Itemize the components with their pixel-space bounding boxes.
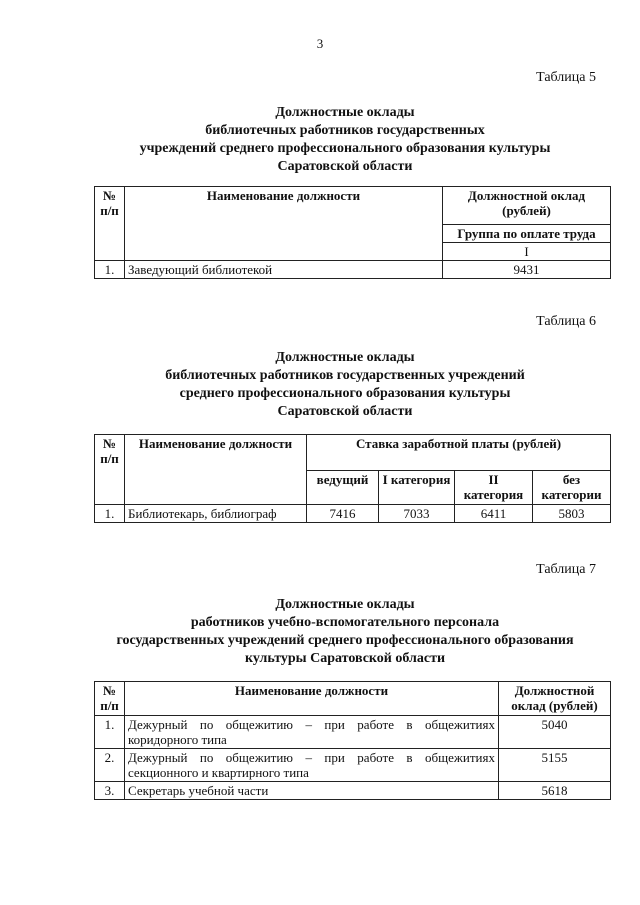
table-7-title-line: государственных учреждений среднего профессионального образования	[116, 633, 574, 648]
column-header-no-category: без категории	[533, 471, 611, 505]
table-5	[94, 186, 611, 279]
row-position: Дежурный по общежитию – при работе в общежитиях коридорного типа	[125, 716, 499, 749]
row-position: Библиотекарь, библиограф	[125, 505, 307, 523]
table-6-title-line: Должностные оклады	[275, 350, 415, 365]
table-row	[95, 716, 611, 749]
table-6-title	[80, 349, 610, 421]
table-row	[95, 749, 611, 782]
column-header-leading: ведущий	[307, 471, 379, 505]
table-5-label: Таблица 5	[536, 70, 596, 85]
table-7-title	[80, 596, 610, 668]
column-header-category-1: I категория	[379, 471, 455, 505]
table-7-title-line: работников учебно-вспомогательного персонала	[190, 615, 500, 630]
row-rate-category-1: 7033	[379, 505, 455, 523]
page-number: 3	[316, 36, 324, 51]
row-salary: 5155	[499, 749, 611, 782]
row-position: Заведующий библиотекой	[125, 261, 443, 279]
row-position: Дежурный по общежитию – при работе в общежитиях секционного и квартирного типа	[125, 749, 499, 782]
row-number: 1.	[95, 716, 125, 749]
table-row	[95, 782, 611, 800]
row-number: 3.	[95, 782, 125, 800]
table-7-title-line: Должностные оклады	[275, 597, 415, 612]
table-5-title-line: библиотечных работников государственных	[205, 123, 485, 138]
table-6	[94, 434, 611, 523]
table-row	[95, 261, 611, 279]
table-5-title-line: учреждений среднего профессионального образования культуры	[139, 141, 551, 156]
column-header-number: № п/п	[95, 682, 125, 716]
row-number: 1.	[95, 261, 125, 279]
row-rate-no-category: 5803	[533, 505, 611, 523]
row-rate-category-2: 6411	[455, 505, 533, 523]
row-salary: 5618	[499, 782, 611, 800]
table-7	[94, 681, 611, 800]
column-header-salary: Должностной оклад (рублей)	[443, 187, 611, 225]
column-header-position: Наименование должности	[125, 435, 307, 505]
column-header-pay-group: Группа по оплате труда	[443, 225, 611, 243]
table-7-title-line: культуры Саратовской области	[244, 651, 446, 666]
row-number: 1.	[95, 505, 125, 523]
table-row	[95, 505, 611, 523]
column-header-position: Наименование должности	[125, 187, 443, 261]
row-number: 2.	[95, 749, 125, 782]
column-header-rate: Ставка заработной платы (рублей)	[307, 435, 611, 471]
column-header-number: № п/п	[95, 187, 125, 261]
column-header-pay-group-number: I	[443, 243, 611, 261]
table-6-title-line: Саратовской области	[277, 404, 413, 419]
table-5-title-line: Должностные оклады	[275, 105, 415, 120]
table-5-title-line: Саратовской области	[277, 159, 413, 174]
column-header-salary: Должностной оклад (рублей)	[499, 682, 611, 716]
row-rate-leading: 7416	[307, 505, 379, 523]
row-salary: 9431	[443, 261, 611, 279]
table-6-title-line: среднего профессионального образования культуры	[179, 386, 511, 401]
table-6-title-line: библиотечных работников государственных учреждений	[165, 368, 525, 383]
row-position: Секретарь учебной части	[125, 782, 499, 800]
column-header-category-2: II категория	[455, 471, 533, 505]
table-6-label: Таблица 6	[536, 314, 596, 329]
column-header-number: № п/п	[95, 435, 125, 505]
column-header-position: Наименование должности	[125, 682, 499, 716]
table-7-label: Таблица 7	[536, 562, 596, 577]
table-5-title	[80, 104, 610, 176]
row-salary: 5040	[499, 716, 611, 749]
